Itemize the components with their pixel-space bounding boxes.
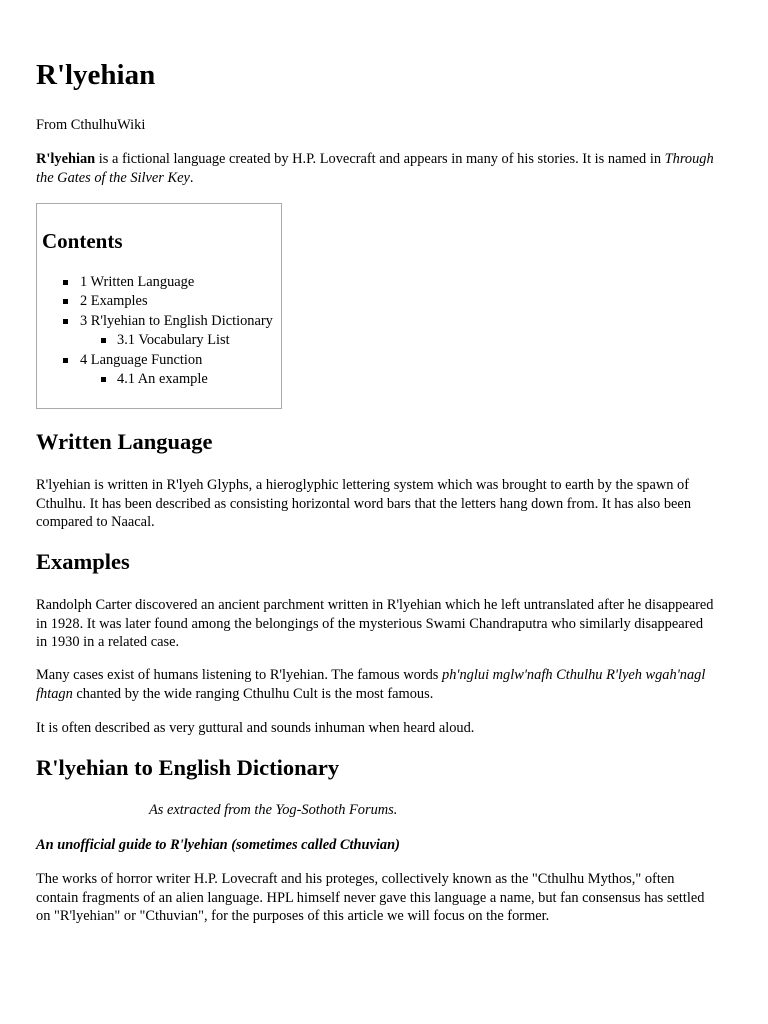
text-line: Cthulhu. It has been described as consisting horizontal word bars that the letters hang down from. It has also been xyxy=(36,495,692,512)
text-line: in 1928. It was later found among the belongings of the mysterious Swami Chandraputra who similarly disappeared xyxy=(36,615,704,632)
intro-bold-term: R'lyehian xyxy=(36,151,96,167)
dictionary-paragraph xyxy=(36,870,746,926)
text-line: The works of horror writer H.P. Lovecraft and his proteges, collectively known as the "Cthulhu Mythos," often xyxy=(36,871,675,887)
bullet-icon xyxy=(101,377,106,382)
intro-italic-link-part1[interactable]: Through xyxy=(664,151,714,167)
text-line: on "R'lyehian" or "Cthuvian", for the purposes of this article we will focus on the former. xyxy=(36,908,550,924)
intro-paragraph xyxy=(36,150,736,187)
source-line: From CthulhuWiki xyxy=(36,117,146,133)
toc-title: Contents xyxy=(42,229,123,253)
toc-item-dictionary[interactable]: 3 R'lyehian to English Dictionary xyxy=(80,313,273,329)
toc-item-language-function[interactable]: 4 Language Function xyxy=(80,352,203,368)
dictionary-quote: As extracted from the Yog-Sothoth Forums. xyxy=(149,802,398,818)
intro-end: . xyxy=(189,169,194,186)
heading-dictionary: R'lyehian to English Dictionary xyxy=(36,755,340,780)
bullet-icon xyxy=(63,280,68,285)
page-title: R'lyehian xyxy=(36,59,156,91)
intro-text: is a fictional language created by H.P. Lovecraft and appears in many of his stories. It is named in xyxy=(95,151,665,167)
bullet-icon xyxy=(63,299,68,304)
examples-paragraph-1 xyxy=(36,596,746,652)
table-of-contents xyxy=(36,203,282,409)
written-language-paragraph xyxy=(36,476,746,532)
heading-written-language: Written Language xyxy=(36,429,213,454)
examples-paragraph-3: It is often described as very guttural and sounds inhuman when heard aloud. xyxy=(36,720,475,736)
dictionary-subtitle: An unofficial guide to R'lyehian (sometimes called Cthuvian) xyxy=(36,837,400,853)
examples-paragraph-2 xyxy=(36,666,746,703)
text-line: Randolph Carter discovered an ancient parchment written in R'lyehian which he left untranslated after he disappeared xyxy=(36,597,714,613)
toc-item-written-language[interactable]: 1 Written Language xyxy=(80,274,195,290)
chant-italic: ph'nglui mglw'nafh Cthulhu R'lyeh wgah'nagl xyxy=(442,667,706,683)
toc-item-vocabulary-list[interactable]: 3.1 Vocabulary List xyxy=(117,332,230,348)
intro-italic-link-part2[interactable]: the Gates of the Silver Key xyxy=(36,169,190,186)
bullet-icon xyxy=(63,358,68,363)
text-span: chanted by the wide ranging Cthulhu Cult is the most famous. xyxy=(72,685,434,702)
text-line: R'lyehian is written in R'lyeh Glyphs, a hieroglyphic lettering system which was brought to earth by the spawn of xyxy=(36,477,690,493)
heading-examples: Examples xyxy=(36,549,130,574)
text-line: in 1930 in a related case. xyxy=(36,634,180,650)
text-line: compared to Naacal. xyxy=(36,514,155,530)
text-line: contain fragments of an alien language. HPL himself never gave this language a name, but fan consensus has settled xyxy=(36,889,705,906)
text-span: Many cases exist of humans listening to R'lyehian. The famous words xyxy=(36,667,443,683)
bullet-icon xyxy=(63,319,68,324)
bullet-icon xyxy=(101,338,106,343)
toc-item-examples[interactable]: 2 Examples xyxy=(80,293,148,309)
toc-item-an-example[interactable]: 4.1 An example xyxy=(117,371,208,387)
chant-italic-end: fhtagn xyxy=(36,685,73,702)
